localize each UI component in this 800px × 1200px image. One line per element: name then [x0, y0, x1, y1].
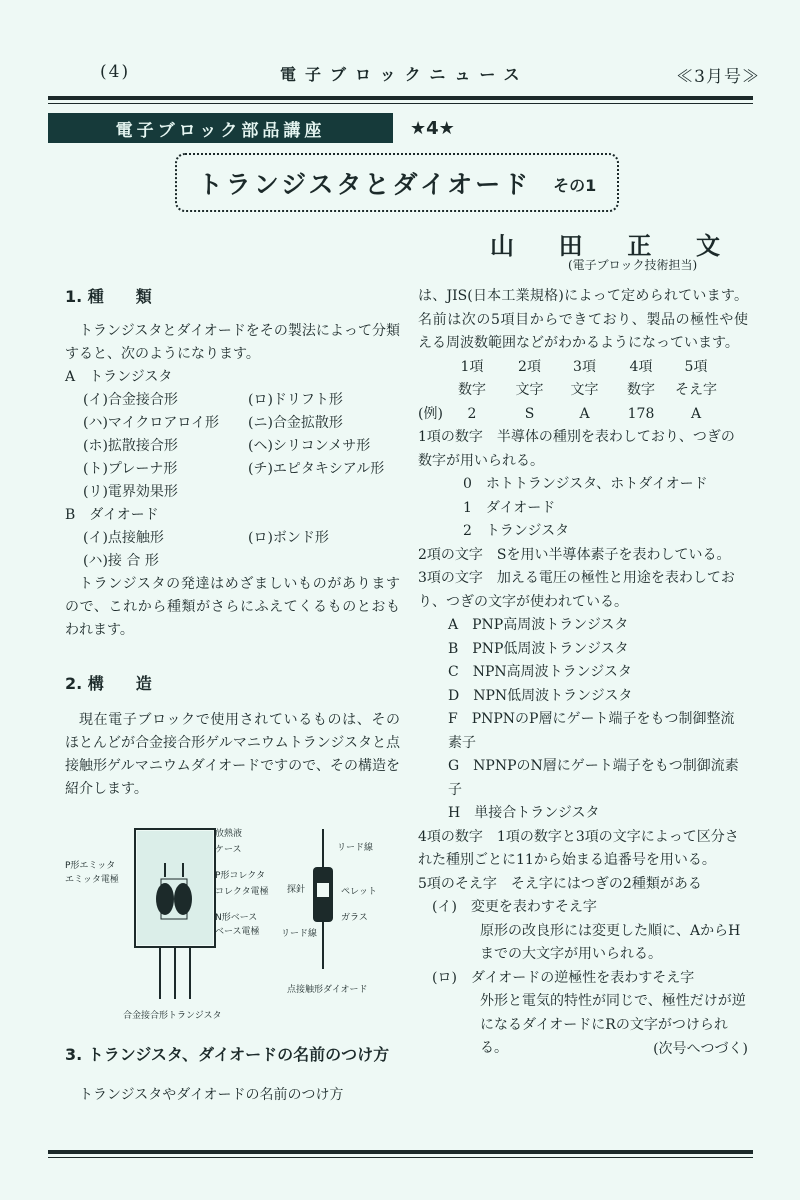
diode-heading: B ダイオード [65, 507, 159, 523]
item-3-desc: 3項の文字 加える電圧の極性と用途を表わしており、つぎの文字が使われている。 [418, 570, 735, 610]
structure-figure [65, 819, 400, 1029]
newsletter-title: 電子ブロックニュース [280, 65, 529, 84]
name-format-table: 1項 2項 3項 4項 5項 数字 文字 文字 数字 そえ字 (例) 2 S A 178 A [418, 358, 717, 422]
diode-types [65, 527, 400, 573]
list-item: (イ)合金接合形 (ロ)ドリフト形 [83, 392, 343, 408]
transistor-caption: 合金接合形トランジスタ [123, 1011, 222, 1021]
item-1-list [418, 473, 748, 544]
list-item: A PNP高周波トランジスタ [448, 617, 629, 633]
label-lead-wire-bottom: リード線 [281, 929, 318, 939]
list-item: (ハ)マイクロアロイ形 (ニ)合金拡散形 [83, 415, 343, 431]
issue-label: ≪3月号≫ [676, 67, 760, 87]
article-title: トランジスタとダイオード [197, 169, 532, 199]
article-part: その1 [553, 176, 597, 195]
list-item: C NPN高周波トランジスタ [448, 664, 632, 680]
list-item-text: 外形と電気的特性が同じで、極性だけが逆になるダイオードにRの文字がつけられる。 [480, 993, 746, 1056]
label-pellet: ペレット [341, 887, 377, 897]
list-item: 1 ダイオード [463, 499, 556, 516]
list-item: 0 ホトトランジスタ、ホトダイオード [463, 476, 708, 492]
section-1-outro: トランジスタの発達はめざましいものがありますので、これから種類がさらにふえてくるものとおもわれます。 [65, 576, 400, 638]
label-emitter-electrode: エミッタ電極 [65, 875, 119, 885]
section-2-text: 現在電子ブロックで使用されているものは、そのほとんどが合金接合形ゲルマニウムトランジスタと点接触形ゲルマニウムダイオードですので、その構造を紹介します。 [65, 712, 400, 797]
item-1-desc: 1項の数字 半導体の種別を表わしており、つぎの数字が用いられる。 [418, 429, 735, 469]
item-2-desc: 2項の文字 Sを用い半導体素子を表わしている。 [418, 546, 731, 563]
list-item: (ロ) ダイオードの逆極性を表わすそえ字 [432, 969, 695, 986]
label-glass: ガラス [341, 913, 368, 923]
list-item: (イ) 変更を表わすそえ字 [432, 899, 597, 915]
series-number: ★4★ [410, 118, 455, 139]
footer-rule-thin [48, 1157, 753, 1158]
article-title-box [175, 153, 619, 212]
label-heat-liquid: 放熱液 [215, 829, 243, 839]
list-item: 2 トランジスタ [463, 523, 570, 539]
item-5-list [418, 896, 748, 1061]
item-4-desc: 4項の数字 1項の数字と3項の文字によって区分された種別ごとに11から始まる追番号を用いる。 [418, 828, 739, 868]
list-item: D NPN低周波トランジスタ [448, 687, 633, 704]
left-column [65, 285, 400, 1107]
label-collector-electrode: コレクタ電極 [215, 887, 269, 897]
list-item: H 単接合トランジスタ [448, 805, 600, 821]
item-3-list [418, 614, 748, 826]
item-5-desc: 5項のそえ字 そえ字にはつぎの2種類がある [418, 875, 702, 892]
list-item-text: 原形の改良形には変更した順に、AからHまでの大文字が用いられる。 [480, 922, 741, 962]
page-number: (4) [100, 62, 131, 82]
list-item: (ト)プレーナ形 (チ)エピタキシアル形 [83, 461, 385, 477]
list-item: F PNPNのP層にゲート端子をもつ制御整流素子 [448, 711, 735, 751]
transistor-heading: A トランジスタ [65, 369, 173, 385]
list-item: (リ)電界効果形 [83, 484, 178, 500]
author-name: 山 田 正 文 [490, 232, 720, 260]
header-rule [48, 96, 753, 100]
section-3-text: トランジスタやダイオードの名前のつけ方 [79, 1087, 344, 1103]
list-item: (ホ)拡散接合形 (ヘ)シリコンメサ形 [83, 438, 371, 454]
page-header [60, 62, 760, 92]
label-n-base: N形ベース [215, 913, 258, 923]
continued-note: (次号へつづく) [653, 1040, 748, 1057]
footer-rule [48, 1150, 753, 1154]
section-1-heading: 1. 種 類 [65, 287, 152, 306]
section-2-heading: 2. 構 造 [65, 674, 152, 693]
label-p-collector: P形コレクタ [215, 871, 266, 881]
diode-caption: 点接触形ダイオード [287, 985, 368, 995]
list-item: (ハ)接 合 形 [83, 553, 159, 569]
label-case: ケース [215, 845, 242, 855]
label-p-emitter: P形エミッタ [65, 861, 116, 871]
label-base-electrode: ベース電極 [215, 927, 260, 937]
section-1-intro: トランジスタとダイオードをその製法によって分類すると、次のようになります。 [65, 323, 400, 362]
transistor-types [65, 389, 400, 504]
label-lead-wire-top: リード線 [337, 843, 374, 853]
author-affiliation: (電子ブロック技術担当) [568, 258, 698, 272]
header-rule-thin [48, 103, 753, 104]
jis-intro: は、JIS(日本工業規格)によって定められています。名前は次の5項目からできており、製品の極性や使える周波数範囲などがわかるようになっています。 [418, 288, 748, 351]
section-3-heading: 3. トランジスタ、ダイオードの名前のつけ方 [65, 1045, 390, 1064]
list-item: G NPNPのN層にゲート端子をもつ制御流素子 [448, 758, 739, 798]
list-item: B PNP低周波トランジスタ [448, 640, 629, 657]
label-probe: 探針 [287, 885, 306, 895]
list-item: (イ)点接触形 (ロ)ボンド形 [83, 530, 329, 546]
right-column [418, 285, 748, 1061]
series-banner: 電子ブロック部品講座 [48, 113, 393, 143]
